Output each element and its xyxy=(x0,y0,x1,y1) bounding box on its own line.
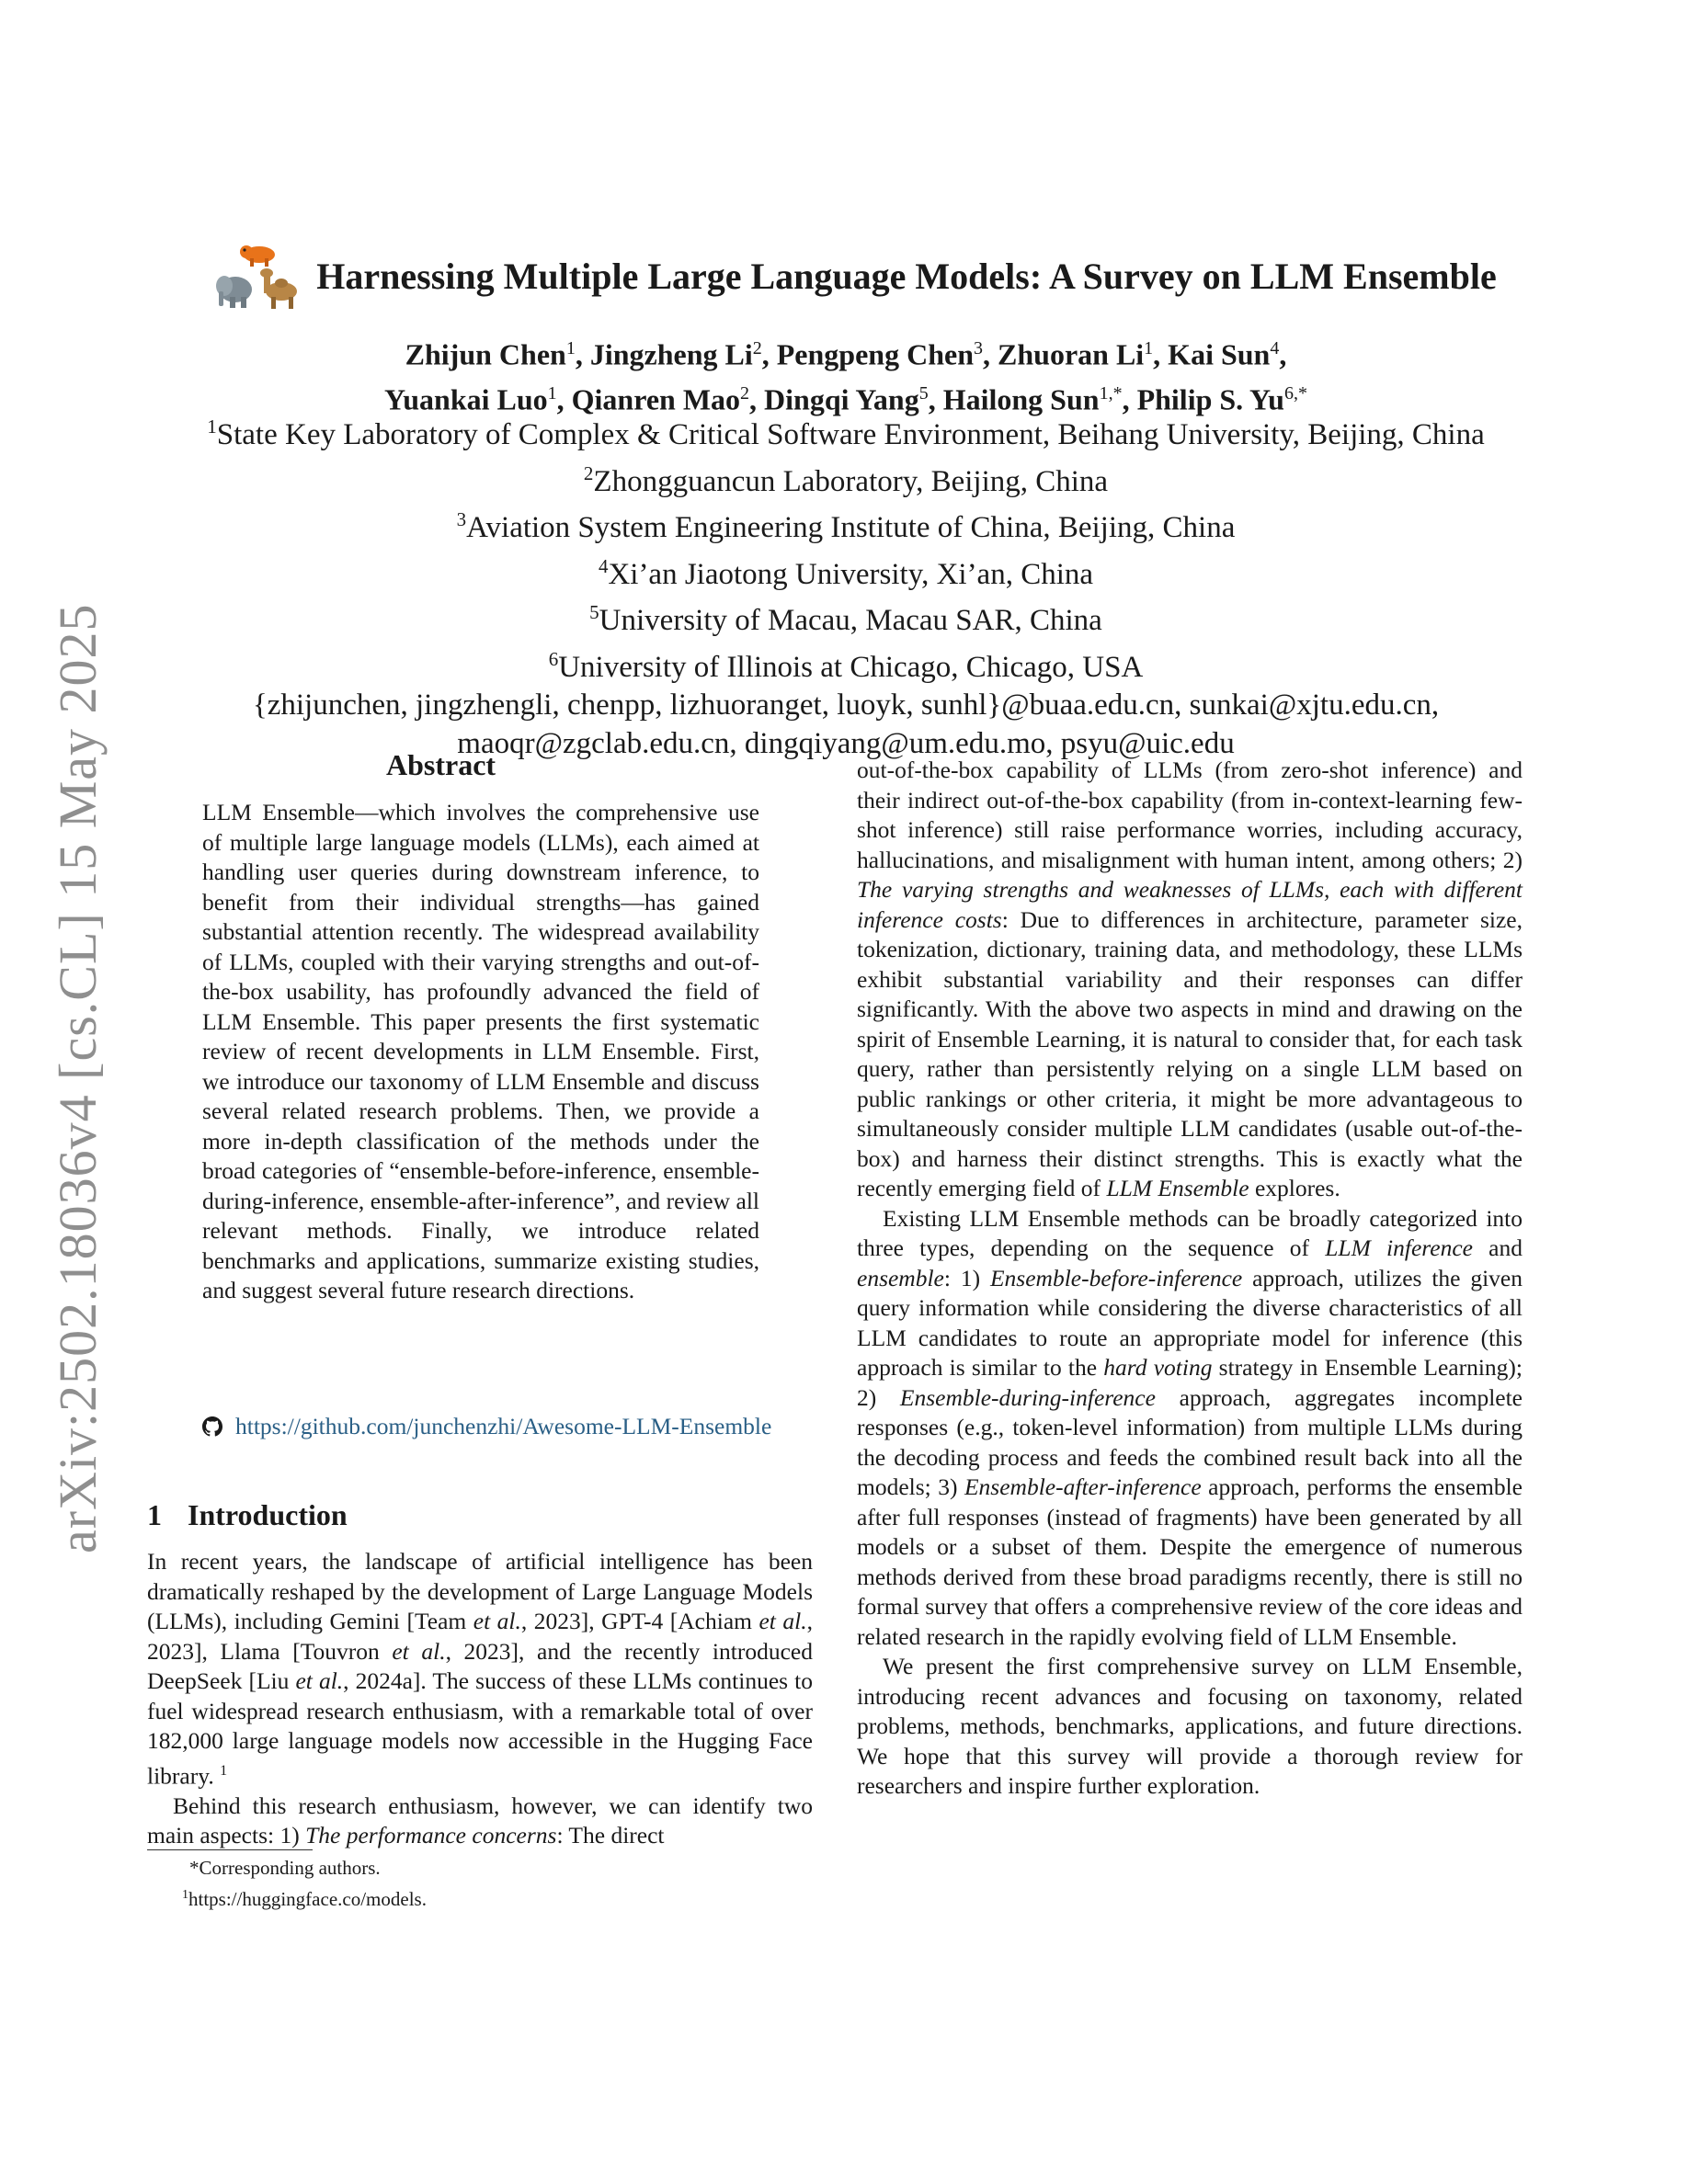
author-name: Hailong Sun xyxy=(942,382,1100,416)
author-name: Jingzheng Li xyxy=(589,337,753,371)
github-repo-link[interactable]: https://github.com/junchenzhi/Awesome-LLM-Ensemble xyxy=(235,1413,772,1439)
affiliation-line: $^4$Xi’an Jiaotong University, Xi’an, China xyxy=(598,554,1094,591)
author-name: Dingqi Yang xyxy=(764,382,919,416)
affiliation-list xyxy=(138,408,1554,763)
author-name: Zhijun Chen xyxy=(405,337,566,371)
intro-paragraph: Behind this research enthusiasm, however, we can identify two main aspects: 1) The performance concerns: The direct xyxy=(147,1792,813,1848)
abstract-body xyxy=(202,798,759,1306)
intro-paragraph: We present the first comprehensive survey on LLM Ensemble, introducing recent advances and focusing on taxonomy, related problems, methods, benchmarks, applications, and future directions. We hope that this survey will provide a thorough review for researchers and inspire further exploration. xyxy=(857,1653,1523,1799)
arxiv-identifier-stamp: arXiv:2502.18036v4 [cs.CL] 15 May 2025 xyxy=(48,603,108,1553)
introduction-left-column xyxy=(147,1547,813,1851)
paper-title: Harnessing Multiple Large Language Models: A Survey on LLM Ensemble xyxy=(316,255,1497,297)
affiliation-line: $^1$State Key Laboratory of Complex & Critical Software Environment, Beihang University, Beijing, China xyxy=(207,415,1485,451)
email-line: maoqr@zgclab.edu.cn, dingqiyang@um.edu.mo, psyu@uic.edu xyxy=(457,726,1235,760)
introduction-right-column xyxy=(857,756,1523,1802)
title-row xyxy=(147,239,1563,313)
author-name: Qianren Mao xyxy=(571,382,741,416)
abstract-text: LLM Ensemble—which involves the comprehensive use of multiple large language models (LLMs), each aimed at handling user queries during downstream inference, to benefit from their individual strengths—has gained substantial attention recently. The widespread availability of LLMs, coupled with their varying strengths and out-of-the-box usability, has profoundly advanced the field of LLM Ensemble. This paper presents the first systematic review of recent developments in LLM Ensemble. First, we introduce our taxonomy of LLM Ensemble and discuss several related research problems. Then, we provide a more in-depth classification of the methods under the broad categories of “ensemble-before-inference, ensemble-during-inference, ensemble-after-inference”, and review all relevant methods. Finally, we introduce related benchmarks and applications, summarize existing studies, and suggest several future research directions. xyxy=(202,799,759,1303)
footnote-corresponding: *Corresponding authors. xyxy=(189,1857,381,1879)
email-line: {zhijunchen, jingzhengli, chenpp, lizhuoranget, luoyk, sunhl}@buaa.edu.cn, sunkai@xjtu.edu.cn, xyxy=(252,688,1440,722)
affiliation-line: $^6$University of Illinois at Chicago, Chicago, USA xyxy=(548,647,1144,684)
intro-paragraph: Existing LLM Ensemble methods can be broadly categorized into three types, depending on the sequence of LLM inference and ensemble: 1) Ensemble-before-inference approach, utilizes the given query information while considering the diverse characteristics of all LLM candidates to route an appropriate model for inference (this approach is similar to the hard voting strategy in Ensemble Learning); 2) Ensemble-during-inference approach, aggregates incomplete responses (e.g., token-level information) from multiple LLMs during the decoding process and feeds the combined result back into all the models; 3) Ensemble-after-inference approach, performs the ensemble after full responses (instead of fragments) have been generated by all models or a subset of them. Despite the emergence of numerous methods derived from these broad paradigms recently, there is still no formal survey that offers a comprehensive review of the core ideas and related research in the rapidly evolving field of LLM Ensemble. xyxy=(857,1204,1523,1650)
affiliation-line: $^5$University of Macau, Macau SAR, China xyxy=(589,601,1102,637)
intro-paragraph: out-of-the-box capability of LLMs (from zero-shot inference) and their indirect out-of-the-box capability (from in-context-learning few-shot inference) still raise performance worries, including accuracy, hallucinations, and misalignment with human intent, among others; 2) The varying strengths and weaknesses of LLMs, each with different inference costs: Due to differences in architecture, parameter size, tokenization, dictionary, training data, and methodology, these LLMs exhibit substantial variability and their responses can differ significantly. With the above two aspects in mind and drawing on the spirit of Ensemble Learning, it is natural to consider that, for each task query, rather than persistently relying on a single LLM based on public rankings or other criteria, it might be more advantageous to simultaneously consider multiple LLM candidates (usable out-of-the-box) and harness their distinct strengths. This is exactly what the recently emerging field of LLM Ensemble explores. xyxy=(857,756,1523,1201)
author-name: Kai Sun xyxy=(1168,337,1271,371)
github-icon xyxy=(202,1416,222,1437)
author-name: Yuankai Luo xyxy=(384,382,548,416)
animal-emoji-logo-icon xyxy=(213,240,305,312)
author-list: Zhijun Chen$^1$, Jingzheng Li$^2$, Pengpeng Chen$^3$, Zhuoran Li$^1$, Kai Sun$^4$, Yuankai Luo$^1$, Qianren Mao$^2$, Dingqi Yang$^5$, Hailong Sun$^{1,*}$, Philip S. $Yu^{6,*}$ xyxy=(384,337,1307,416)
author-name: Zhuoran Li xyxy=(998,337,1145,371)
affiliation-line: $^3$Aviation System Engineering Institute of China, Beijing, China xyxy=(456,508,1236,544)
intro-paragraph: In recent years, the landscape of artificial intelligence has been dramatically reshaped by the development of Large Language Models (LLMs), including Gemini [Team et al., 2023], GPT-4 [Achiam et al., 2023], Llama [Touvron et al., 2023], and the recently introduced DeepSeek [Liu et al., 2024a]. The success of these LLMs continues to fuel widespread research enthusiasm, with a remarkable total of over 182,000 large language models now accessible in the Hugging Face library. $^1$ xyxy=(147,1548,813,1789)
author-name: Pengpeng Chen xyxy=(776,337,974,371)
footnote-rule xyxy=(147,1849,313,1850)
author-name: Philip S. Yu xyxy=(1136,382,1284,416)
abstract-heading: Abstract xyxy=(386,748,496,781)
github-link-row xyxy=(202,1412,772,1442)
section-heading-introduction: 1 Introduction xyxy=(147,1498,348,1531)
affiliation-line: $^2$Zhongguancun Laboratory, Beijing, China xyxy=(583,461,1109,498)
footnote-1: $^1$https://huggingface.co/models. xyxy=(182,1888,427,1910)
